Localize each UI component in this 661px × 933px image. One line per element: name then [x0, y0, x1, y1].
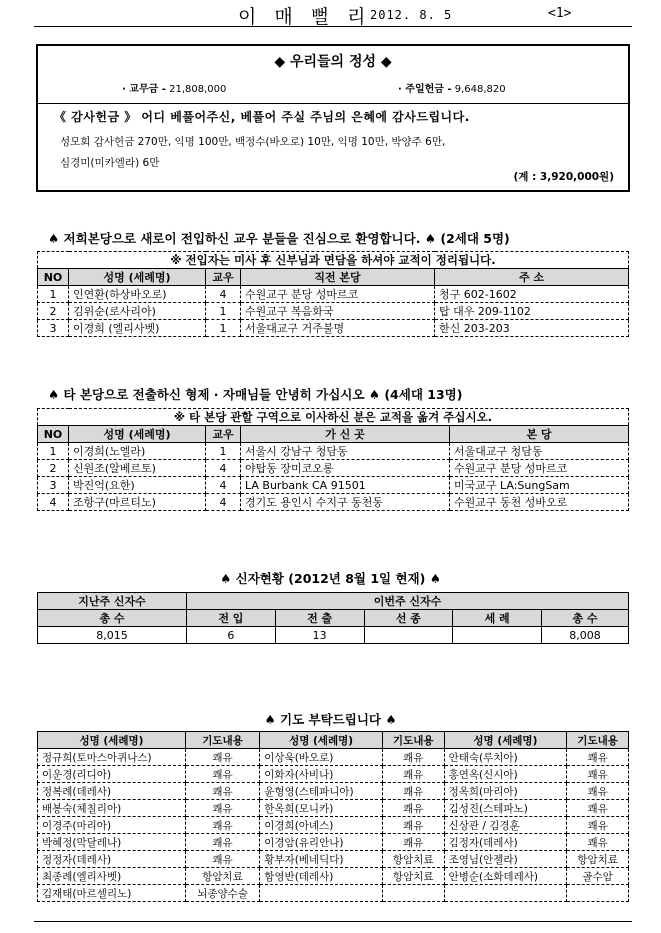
cell: 서울시 강남구 청담동 — [241, 443, 450, 460]
cell: 항암치료 — [185, 868, 259, 885]
cell: 신원조(알베르토) — [69, 460, 206, 477]
cell: 1 — [38, 286, 69, 303]
col-name: 성명 (세례명) — [444, 732, 567, 749]
cell: 이경암(유리안나) — [260, 834, 383, 851]
cell: 야탑동 장미코오롱 — [241, 460, 450, 477]
general-offering — [122, 80, 226, 95]
cell: 쾌유 — [185, 817, 259, 834]
cell: 쾌유 — [382, 749, 444, 766]
col-no: NO — [38, 426, 69, 443]
col-transfer-out: 전 출 — [275, 610, 364, 627]
cell: 이화자(사비나) — [260, 766, 383, 783]
offering-box — [36, 44, 630, 192]
cell: 함영반(데레사) — [260, 868, 383, 885]
last-total-value: 8,015 — [38, 627, 187, 644]
cell: 쾌유 — [567, 834, 629, 851]
cell: 최종례(엘리사벳) — [38, 868, 186, 885]
bulletin-title: 이 매 뻘 리 — [238, 6, 372, 28]
cell: 항암치료 — [567, 851, 629, 868]
cell: 조항구(마르티노) — [69, 494, 206, 511]
header-divider — [34, 26, 632, 27]
cell: LA Burbank CA 91501 — [241, 477, 450, 494]
bulletin-date: 2012. 8. 5 — [370, 8, 453, 22]
cell: 정정자(데레사) — [38, 851, 186, 868]
sunday-offering-value: 9,648,820 — [454, 84, 506, 95]
transfer-out-note: ※ 타 본당 관할 구역으로 이사하신 분은 교적을 옮겨 주십시오. — [38, 409, 629, 426]
col-no: NO — [38, 269, 69, 286]
cell: 4 — [206, 286, 241, 303]
cell: 김위순(로사리아) — [69, 303, 206, 320]
cell: 안태숙(루치아) — [444, 749, 567, 766]
cell: 2 — [38, 460, 69, 477]
general-offering-label: · 교무금 - — [122, 84, 166, 95]
cell: 청구 602-1602 — [435, 286, 629, 303]
thanks-heading: 《 감사헌금 》 어디 베풀어주신, 베풀어 주실 주님의 은혜에 감사드립니다. — [54, 110, 470, 124]
col-prev-parish: 직전 본당 — [241, 269, 435, 286]
col-request: 기도내용 — [185, 732, 259, 749]
cell: 4 — [38, 494, 69, 511]
cell: 서울대교구 거주불명 — [241, 320, 435, 337]
cell: 탑 대우 209-1102 — [435, 303, 629, 320]
col-request: 기도내용 — [567, 732, 629, 749]
last-total-label: 총 수 — [38, 610, 187, 627]
table-row — [38, 303, 629, 320]
cell: 이상욱(바오로) — [260, 749, 383, 766]
cell: 안병순(소화데레사) — [444, 868, 567, 885]
cell: 쾌유 — [382, 817, 444, 834]
transfer-in-title: ♠ 저희본당으로 새로이 전입하신 교우 분들을 진심으로 환영합니다. ♠ (2세대 5명) — [48, 231, 510, 246]
cell: 3 — [38, 320, 69, 337]
table-row — [38, 443, 629, 460]
cell: 수원교구 분당 성마르코 — [450, 460, 629, 477]
table-row — [38, 783, 629, 800]
col-deceased: 선 종 — [364, 610, 453, 627]
cell: 쾌유 — [185, 851, 259, 868]
transfer-in-table — [37, 251, 629, 337]
cell: 3 — [38, 477, 69, 494]
table-row — [38, 494, 629, 511]
cell: 1 — [38, 443, 69, 460]
cell: 배봉숙(체칠리아) — [38, 800, 186, 817]
cell: 수원교구 동천 성바오로 — [450, 494, 629, 511]
cell: 정복례(데레사) — [38, 783, 186, 800]
cell: 조영님(안젤라) — [444, 851, 567, 868]
cell: 미국교구 LA:SungSam — [450, 477, 629, 494]
col-name: 성명 (세례명) — [260, 732, 383, 749]
col-transfer-in: 전 입 — [187, 610, 276, 627]
cell: 쾌유 — [382, 766, 444, 783]
col-name: 성명 (세례명) — [38, 732, 186, 749]
cell: 쾌유 — [567, 800, 629, 817]
thanks-list — [60, 132, 620, 174]
col-baptism: 세 례 — [453, 610, 542, 627]
cell: 한신 203-203 — [435, 320, 629, 337]
table-row — [38, 749, 629, 766]
cell: 쾌유 — [382, 783, 444, 800]
cell: 정규희(토마스아퀴나스) — [38, 749, 186, 766]
sunday-offering — [398, 80, 506, 95]
col-members: 교우 — [206, 426, 241, 443]
stats-title: ♠ 신자현황 (2012년 8월 1일 현재) ♠ — [220, 571, 441, 586]
cell: 4 — [206, 494, 241, 511]
cell: 김재태(마르셀리노) — [38, 885, 186, 902]
cell: 이운경(리디아) — [38, 766, 186, 783]
cell: 수원교구 분당 성마르코 — [241, 286, 435, 303]
cell — [567, 885, 629, 902]
table-row — [38, 766, 629, 783]
cell — [260, 885, 383, 902]
cell: 인연환(하상바오로) — [69, 286, 206, 303]
col-parish: 본 당 — [450, 426, 629, 443]
col-address: 주 소 — [435, 269, 629, 286]
cell: 이경희(아녜스) — [260, 817, 383, 834]
col-name: 성명 (세례명) — [69, 269, 206, 286]
cell: 이경주(마리아) — [38, 817, 186, 834]
thanks-line-2: 심경미(미카엘라) 6만 — [60, 157, 160, 169]
thanks-total: (계 : 3,920,000원) — [513, 171, 614, 183]
cell: 쾌유 — [185, 749, 259, 766]
table-row — [38, 851, 629, 868]
cell: 박혜정(막달레나) — [38, 834, 186, 851]
transfer-in-value: 6 — [187, 627, 276, 644]
col-request: 기도내용 — [382, 732, 444, 749]
table-row — [38, 817, 629, 834]
cell: 쾌유 — [185, 783, 259, 800]
offering-title: ◆ 우리들의 정성 ◆ — [274, 54, 392, 70]
cell: 1 — [206, 303, 241, 320]
table-row — [38, 868, 629, 885]
col-destination: 가 신 곳 — [241, 426, 450, 443]
cell: 1 — [206, 320, 241, 337]
table-row — [38, 477, 629, 494]
cell — [382, 885, 444, 902]
cell: 김성진(스테파노) — [444, 800, 567, 817]
cell: 윤형영(스테파니아) — [260, 783, 383, 800]
prayer-table — [37, 731, 629, 902]
cell: 신상관 / 김경훈 — [444, 817, 567, 834]
cell: 박진억(요한) — [69, 477, 206, 494]
cell — [444, 885, 567, 902]
col-members: 교우 — [206, 269, 241, 286]
offering-header — [38, 46, 628, 104]
table-row — [38, 800, 629, 817]
cell: 쾌유 — [185, 834, 259, 851]
cell: 쾌유 — [567, 766, 629, 783]
prayer-title: ♠ 기도 부탁드립니다 ♠ — [264, 712, 397, 727]
cell: 홍연옥(신시아) — [444, 766, 567, 783]
cell: 쾌유 — [567, 749, 629, 766]
cell: 쾌유 — [567, 817, 629, 834]
table-row — [38, 320, 629, 337]
cell: 정옥희(마리아) — [444, 783, 567, 800]
cell: 쾌유 — [185, 766, 259, 783]
cell: 항암치료 — [382, 868, 444, 885]
cell: 4 — [206, 477, 241, 494]
stats-table — [37, 592, 629, 644]
cell: 2 — [38, 303, 69, 320]
transfer-out-title: ♠ 타 본당으로 전출하신 형제 · 자매님들 안녕히 가십시오 ♠ (4세대 13명) — [48, 387, 463, 402]
deceased-value — [364, 627, 453, 644]
general-offering-value: 21,808,000 — [169, 84, 227, 95]
cell: 황부자(베네딕다) — [260, 851, 383, 868]
transfer-out-table — [37, 408, 629, 511]
cell: 쾌유 — [567, 783, 629, 800]
cell: 이경희(노엘라) — [69, 443, 206, 460]
cell: 서울대교구 청담동 — [450, 443, 629, 460]
this-total-value: 8,008 — [542, 627, 629, 644]
cell: 쾌유 — [185, 800, 259, 817]
cell: 경기도 용인시 수지구 동천동 — [241, 494, 450, 511]
thanks-line-1: 성모회 감사헌금 270만, 익명 100만, 백정수(바오로) 10만, 익명 10만, 박양주 6만, — [60, 136, 446, 148]
cell: 뇌종양수술 — [185, 885, 259, 902]
cell: 한옥희(모니카) — [260, 800, 383, 817]
cell: 김정자(데레사) — [444, 834, 567, 851]
cell: 수원교구 복음화국 — [241, 303, 435, 320]
sunday-offering-label: · 주일헌금 - — [398, 84, 452, 95]
this-week-header: 이번주 신자수 — [187, 593, 629, 610]
last-week-header: 지난주 신자수 — [38, 593, 187, 610]
footer-divider — [34, 921, 632, 922]
this-total-label: 총 수 — [542, 610, 629, 627]
table-row — [38, 460, 629, 477]
table-row — [38, 834, 629, 851]
cell: 1 — [206, 443, 241, 460]
baptism-value — [453, 627, 542, 644]
col-name: 성명 (세례명) — [69, 426, 206, 443]
cell: 쾌유 — [382, 834, 444, 851]
table-row — [38, 286, 629, 303]
transfer-out-value: 13 — [275, 627, 364, 644]
page-number: <1> — [548, 6, 572, 21]
transfer-in-note: ※ 전입자는 미사 후 신부님과 면담을 하셔야 교적이 정리됩니다. — [38, 252, 629, 269]
cell: 쾌유 — [382, 800, 444, 817]
cell: 골수암 — [567, 868, 629, 885]
cell: 이경희 (엘리사벳) — [69, 320, 206, 337]
cell: 항암치료 — [382, 851, 444, 868]
table-row — [38, 885, 629, 902]
cell: 4 — [206, 460, 241, 477]
